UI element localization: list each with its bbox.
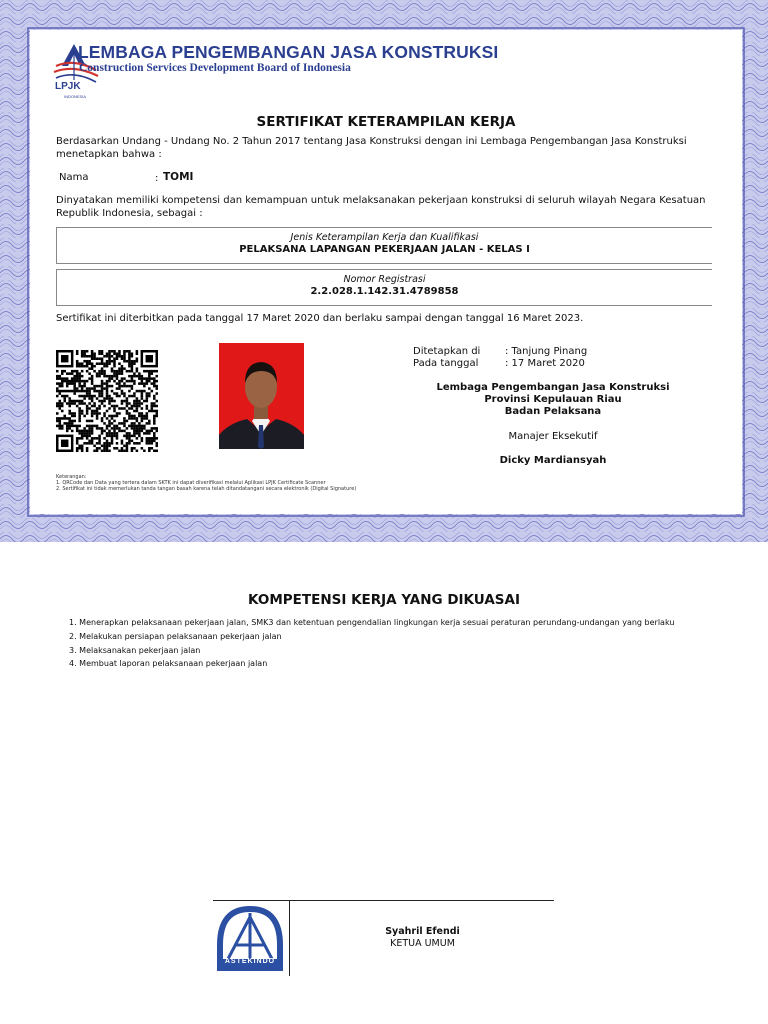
name-separator: : [155, 173, 159, 184]
date-label: Pada tanggal [413, 358, 479, 369]
date-value: : 17 Maret 2020 [505, 358, 585, 369]
competency-item: 3. Melaksanakan pekerjaan jalan [69, 646, 201, 655]
notes-title: Keterangan: [56, 474, 87, 480]
skill-label: Jenis Keterampilan Kerja dan Kualifikasi [290, 232, 479, 243]
competency-item: 4. Membuat laporan pelaksanaan pekerjaan jalan [69, 659, 268, 668]
skill-value: PELAKSANA LAPANGAN PEKERJAAN JALAN - KELAS I [239, 244, 530, 255]
issuer-line-2: Provinsi Kepulauan Riau [484, 394, 622, 405]
astekindo-logo-text: ASTEKINDO [224, 958, 276, 965]
validity-text: Sertifikat ini diterbitkan pada tanggal 17 Maret 2020 dan berlaku sampai dengan tanggal 16 Maret 2023. [56, 313, 584, 324]
signature-divider [289, 900, 290, 976]
person-photo [219, 343, 304, 449]
registration-box [56, 269, 712, 306]
intro-paragraph: Berdasarkan Undang - Undang No. 2 Tahun 2017 tentang Jasa Konstruksi dengan ini Lembaga Pengembangan Jasa Konstruksi menetapkan bahwa : [56, 136, 687, 160]
place-label: Ditetapkan di [413, 346, 481, 357]
association-signatory: Syahril Efendi [385, 926, 460, 937]
name-label: Nama [59, 172, 89, 183]
signature-rule [213, 900, 554, 901]
competency-item: 1. Menerapkan pelaksanaan pekerjaan jalan, SMK3 dan ketentuan pengendalian lingkungan kerja sesuai peraturan perundang-undangan yang berlaku [69, 618, 675, 627]
signatory-name: Dicky Mardiansyah [499, 455, 607, 466]
org-name: LEMBAGA PENGEMBANGAN JASA KONSTRUKSI [78, 42, 499, 62]
logo-acronym: LPJK [55, 81, 81, 92]
registration-label: Nomor Registrasi [343, 274, 426, 285]
note-item-1: 1. QRCode dan Data yang tertera dalam SKTK ini dapat diverifikasi melalui Aplikasi LPJK Certificate Scanner [56, 480, 326, 486]
registration-number: 2.2.028.1.142.31.4789858 [310, 286, 459, 297]
competencies-title: KOMPETENSI KERJA YANG DIKUASAI [248, 592, 520, 608]
qr-code-icon [56, 350, 158, 452]
holder-name: TOMI [163, 171, 194, 183]
note-item-2: 2. Sertifikat ini tidak memerlukan tanda tangan basah karena telah ditandatangani secara elektronik (Digital Signature) [56, 486, 357, 492]
signatory-position: Manajer Eksekutif [508, 431, 598, 442]
issuer-line-1: Lembaga Pengembangan Jasa Konstruksi [436, 382, 670, 393]
logo-country: INDONESIA [64, 94, 87, 99]
skill-box [56, 227, 712, 264]
issuer-line-3: Badan Pelaksana [504, 406, 602, 417]
association-position: KETUA UMUM [390, 938, 455, 949]
statement-paragraph: Dinyatakan memiliki kompetensi dan kemampuan untuk melaksanakan pekerjaan konstruksi di seluruh wilayah Negara Kesatuan Republik Indonesia, sebagai : [56, 195, 706, 219]
competency-item: 2. Melakukan persiapan pelaksanaan pekerjaan jalan [69, 632, 282, 641]
place-value: : Tanjung Pinang [505, 346, 588, 357]
certificate-title: SERTIFIKAT KETERAMPILAN KERJA [256, 114, 516, 130]
org-name-english: Construction Services Development Board of Indonesia [79, 62, 351, 74]
